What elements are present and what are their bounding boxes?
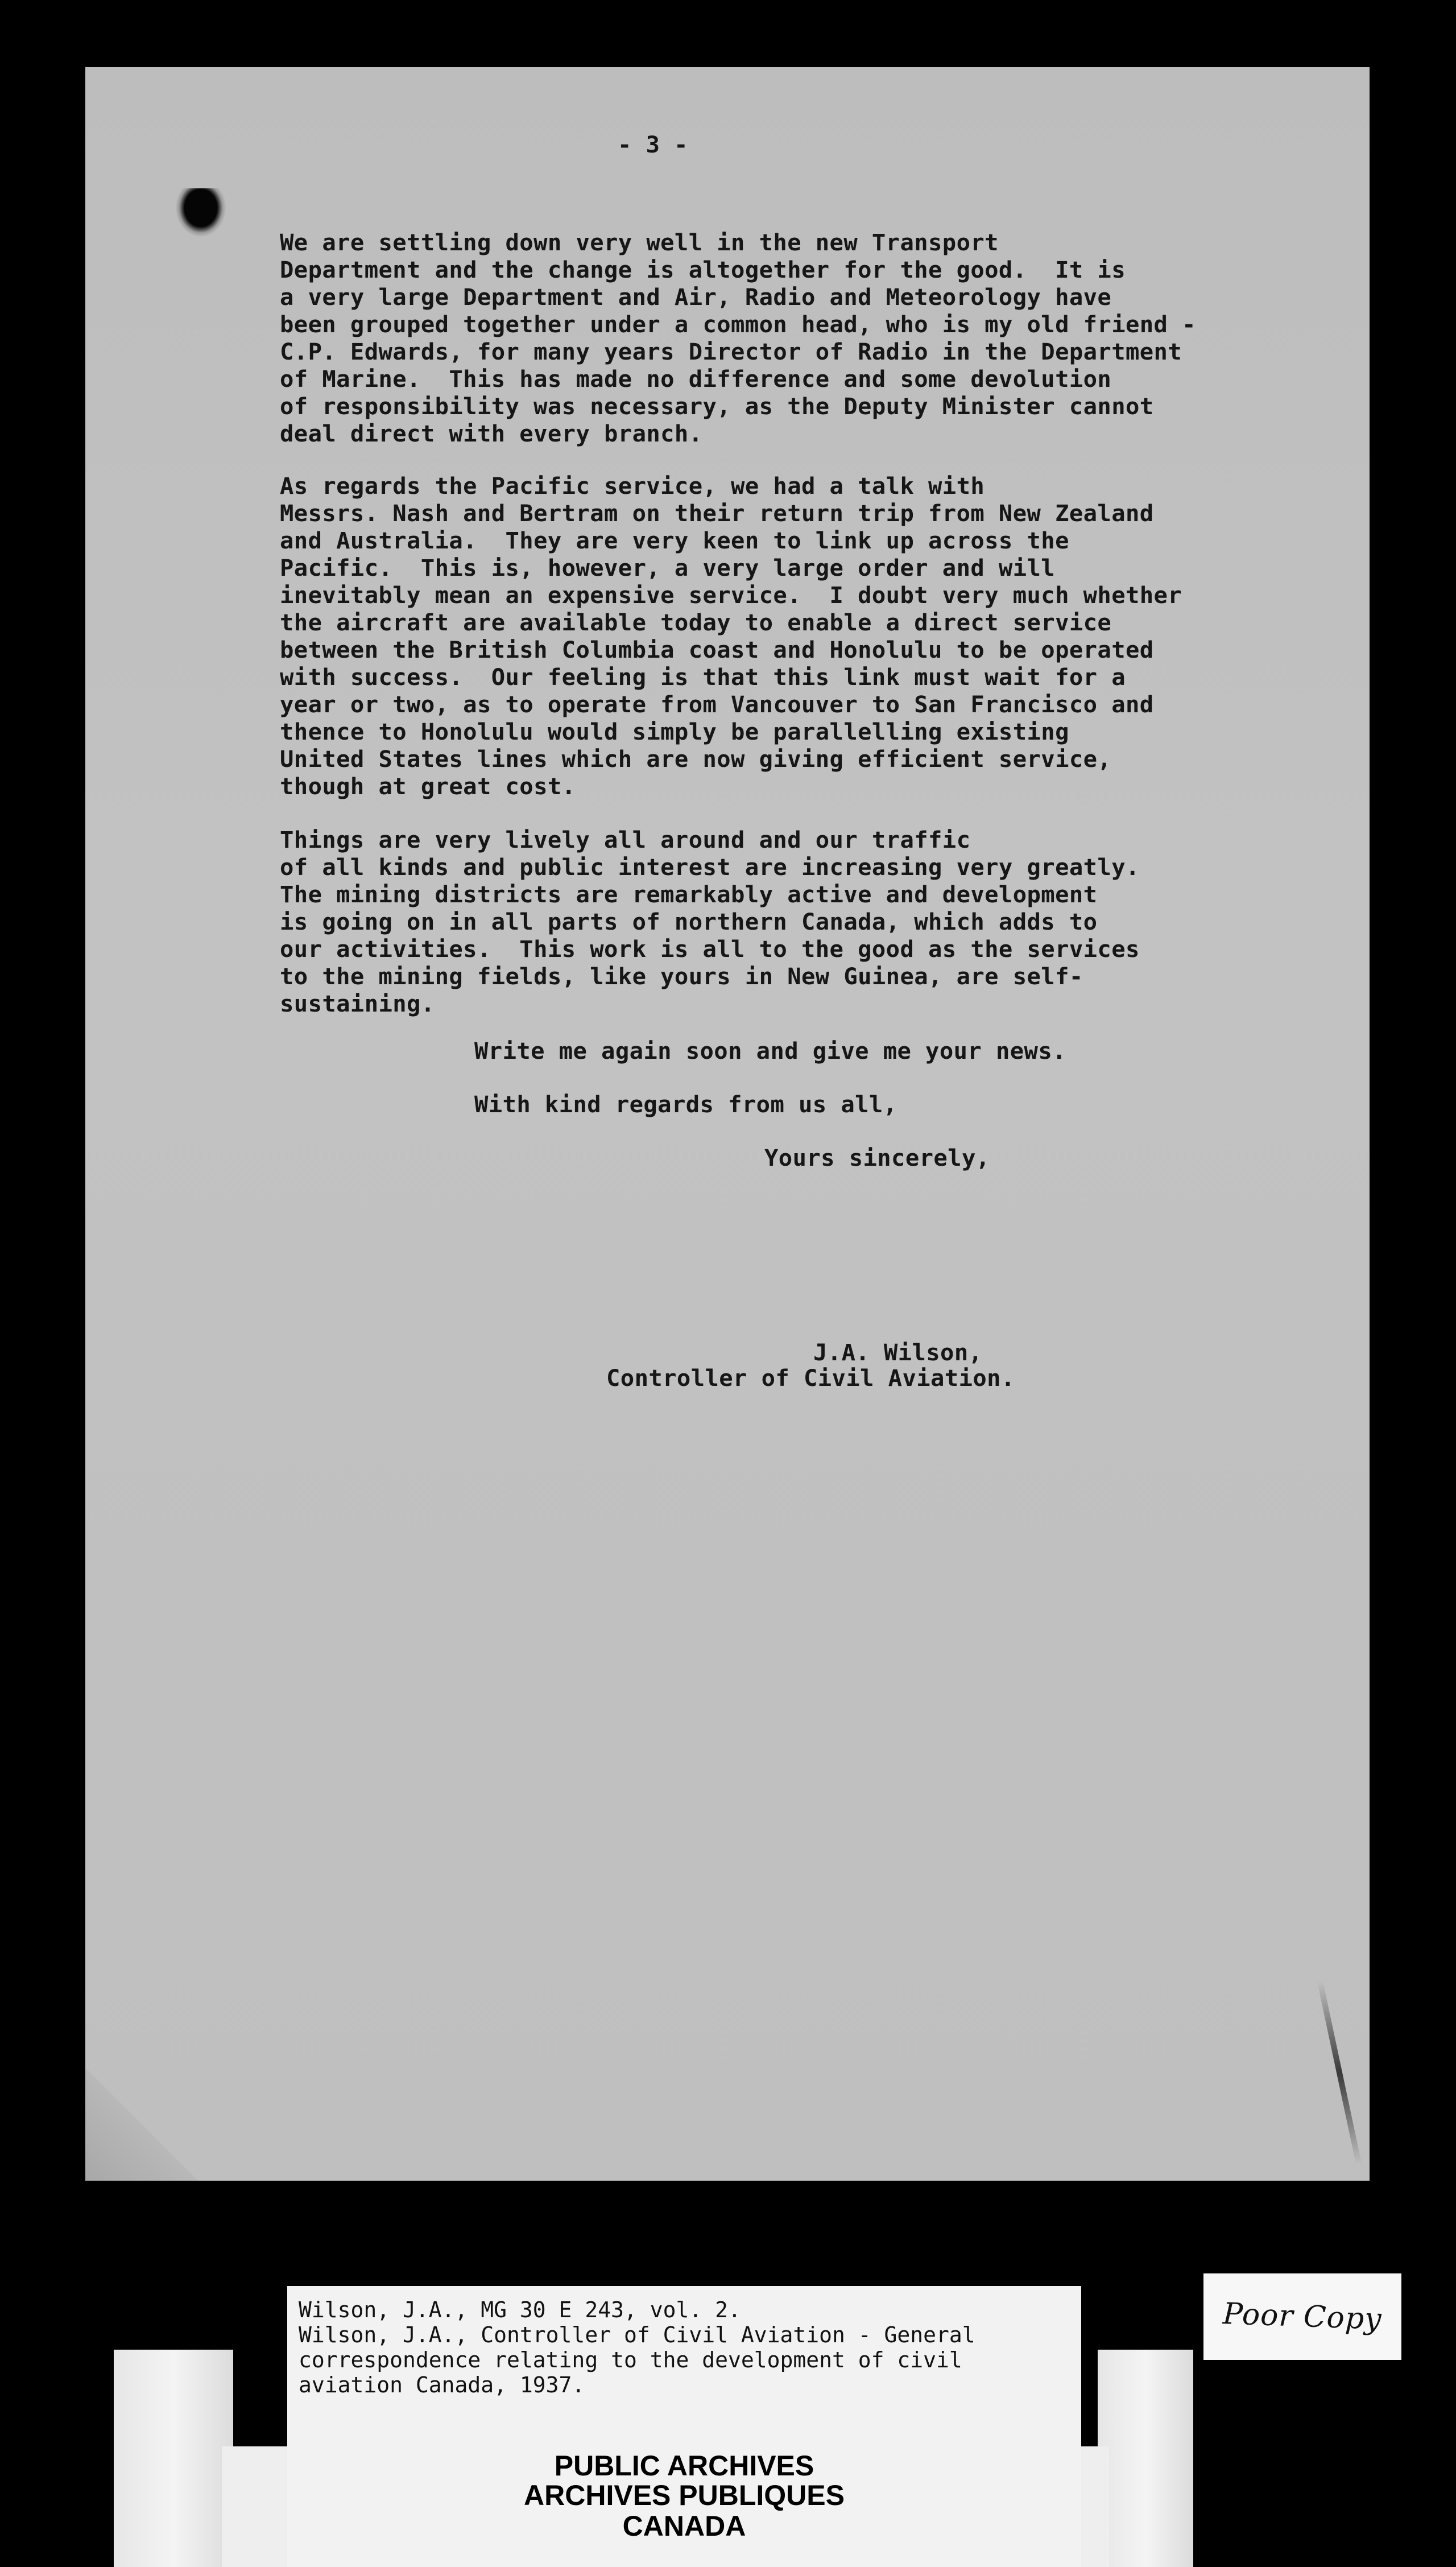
card-holder-left [114,2350,233,2567]
page-number: - 3 - [618,131,688,158]
request-line: Write me again soon and give me your news. [474,1037,1066,1064]
letter-page [85,67,1370,2181]
paragraph-transport-department: We are settling down very well in the new Transport Department and the change is altogether for the good. It is a very large Department and Air, Radio and Meteorology have been grouped together under a common head, who is my old friend - C.P. Edwards, for many years Director of Radio in the Department of Marine. This has made no difference and some devolution of responsibility was necessary, as the Deputy Minister cannot deal direct with every branch. [280,229,1196,447]
closing-line: Yours sincerely, [764,1144,990,1171]
archive-reference-line: Wilson, J.A., MG 30 E 243, vol. 2. [299,2297,741,2322]
archive-stamp-country: CANADA [622,2510,746,2542]
punch-hole [175,188,226,237]
card-holder-right [1098,2350,1193,2567]
archive-reference-card [287,2286,1081,2567]
signatory-name: J.A. Wilson, [813,1339,983,1366]
poor-copy-label [1203,2273,1401,2360]
signatory-title: Controller of Civil Aviation. [606,1364,1015,1392]
archive-stamp-french: ARCHIVES PUBLIQUES [524,2479,845,2511]
archive-stamp-english: PUBLIC ARCHIVES [554,2450,814,2482]
page-edge-mark [1317,1980,1362,2165]
regards-line: With kind regards from us all, [474,1091,897,1118]
page-corner-fold [85,2033,216,2181]
paragraph-mining-traffic: Things are very lively all around and our traffic of all kinds and public interest are increasing very greatly. The mining districts are remarkably active and development is going on in all parts of northern Canada, which adds to our activities. This work is all to the good as the services to the mining fields, like yours in New Guinea, are self- sustaining. [280,826,1140,1017]
archive-description-line: aviation Canada, 1937. [299,2372,585,2397]
archive-description-line: correspondence relating to the development of civil [299,2347,962,2372]
poor-copy-text: Poor Copy [1222,2297,1383,2337]
paragraph-pacific-service: As regards the Pacific service, we had a talk with Messrs. Nash and Bertram on their return trip from New Zealand and Australia. They are very keen to link up across the Pacific. This is, however, a very large order and will inevitably mean an expensive service. I doubt very much whether the aircraft are available today to enable a direct service between the British Columbia coast and Honolulu to be operated with success. Our feeling is that this link must wait for a year or two, as to operate from Vancouver to San Francisco and thence to Honolulu would simply be parallelling existing United States lines which are now giving efficient service, though at great cost. [280,472,1182,800]
archive-description-line: Wilson, J.A., Controller of Civil Aviation - General [299,2322,975,2347]
